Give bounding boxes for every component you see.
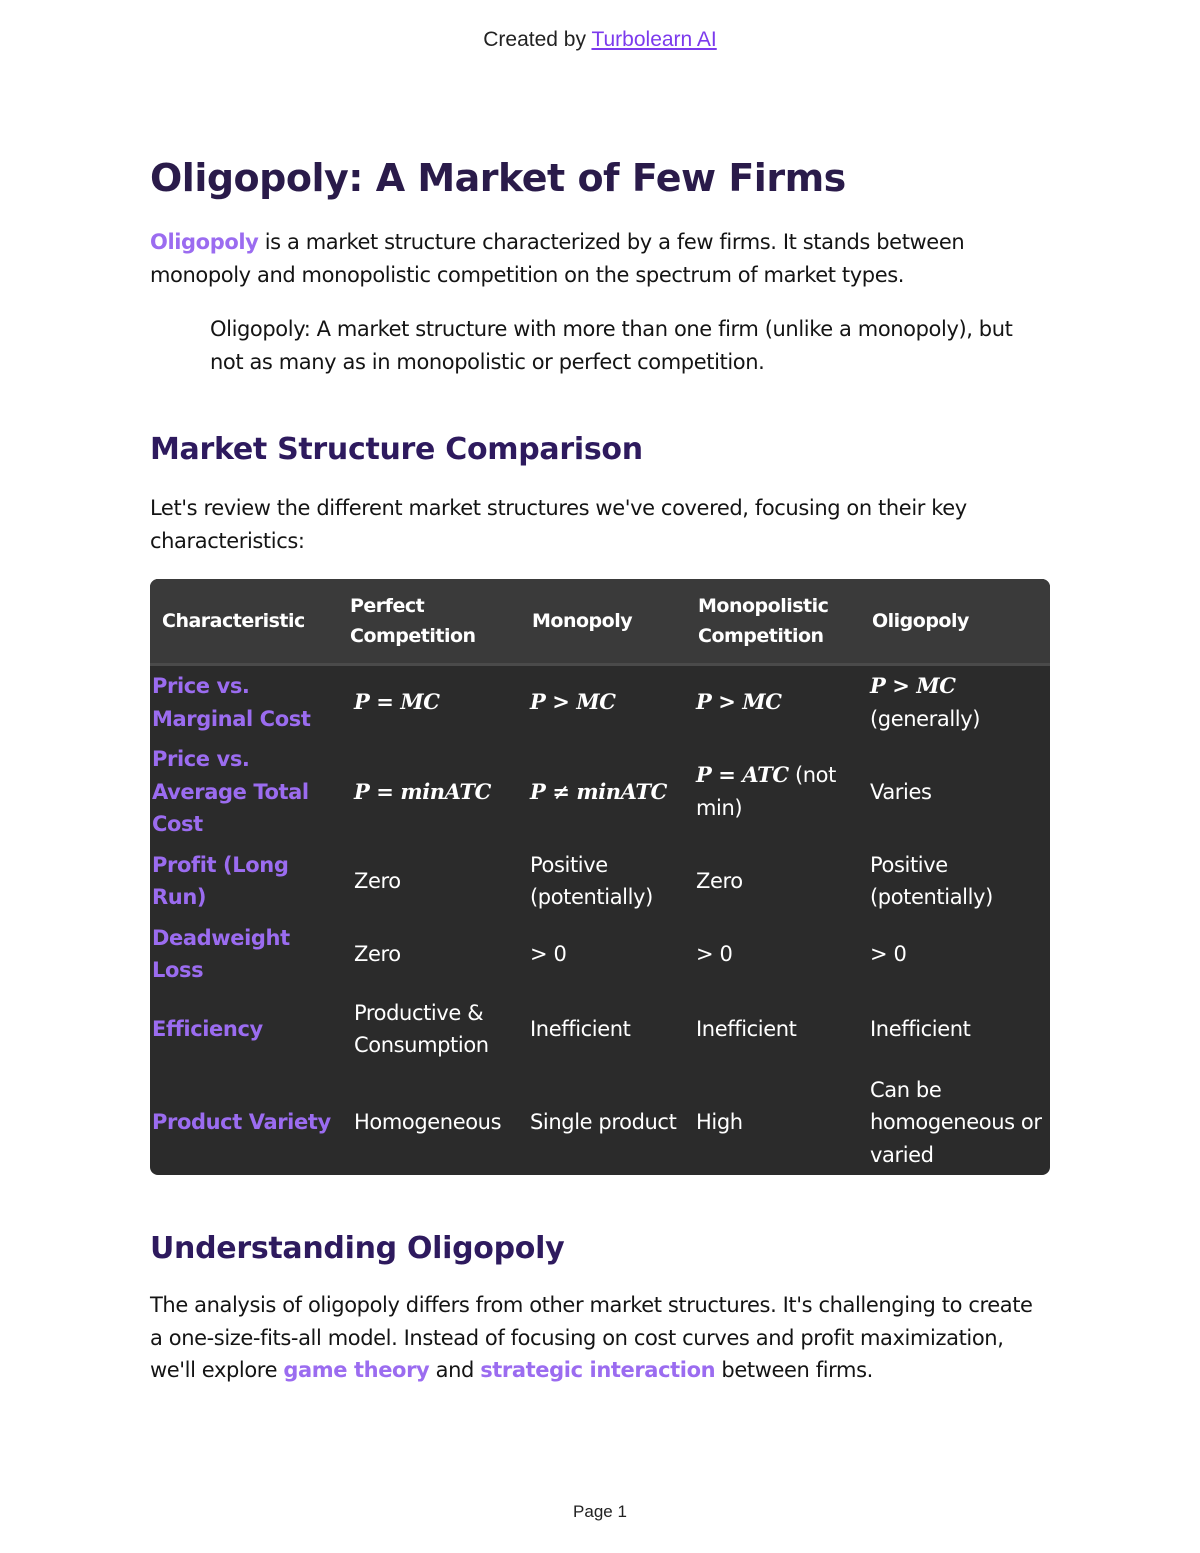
cell-text: Single product xyxy=(530,1110,677,1134)
row-label: Profit (Long Run) xyxy=(152,852,289,909)
math-expression: P ≠ minATC xyxy=(530,778,667,804)
table-cell xyxy=(338,665,520,740)
cell-text: (generally) xyxy=(870,706,981,731)
turbolearn-link[interactable]: Turbolearn AI xyxy=(591,28,717,51)
section-heading-understanding: Understanding Oligopoly xyxy=(150,1231,565,1266)
table-cell xyxy=(860,1068,1050,1176)
cell-text: (not min) xyxy=(696,763,836,820)
table-row xyxy=(150,665,1050,740)
cell-text: Homogeneous xyxy=(354,1110,502,1134)
table-cell xyxy=(860,739,1050,845)
term-strategic-interaction: strategic interaction xyxy=(480,1358,716,1382)
understanding-text-after: between firms. xyxy=(715,1358,873,1382)
row-label: Price vs. Average Total Cost xyxy=(152,747,309,836)
table-cell xyxy=(338,739,520,845)
table-cell xyxy=(338,845,520,918)
created-by-label: Created by xyxy=(483,28,586,51)
table-cell xyxy=(520,845,686,918)
table-cell xyxy=(686,739,860,845)
math-expression: P > MC xyxy=(530,689,616,715)
table-header-row xyxy=(150,579,1050,665)
section-heading-market: Market Structure Comparison xyxy=(150,432,643,467)
table-cell xyxy=(860,665,1050,740)
cell-text: Inefficient xyxy=(696,1016,797,1041)
math-expression: P = ATC xyxy=(696,762,789,788)
understanding-text-mid: and xyxy=(429,1358,481,1382)
page-footer xyxy=(0,1502,1200,1522)
row-label: Product Variety xyxy=(152,1110,331,1134)
document-content xyxy=(150,150,1050,1387)
page-header xyxy=(0,28,1200,52)
table-row xyxy=(150,845,1050,918)
table-cell xyxy=(338,991,520,1068)
table-header-cell: Perfect Competition xyxy=(350,595,476,647)
cell-text: > 0 xyxy=(530,941,567,966)
table-cell xyxy=(686,845,860,918)
table-row xyxy=(150,918,1050,991)
table-cell xyxy=(520,918,686,991)
table-cell xyxy=(520,991,686,1068)
cell-text: High xyxy=(696,1110,743,1134)
cell-text: Varies xyxy=(870,779,932,804)
row-label: Deadweight Loss xyxy=(152,925,290,982)
understanding-text-before: The analysis of oligopoly differs from other market structures. It's challenging to create a one-size-fits-all model. Instead of focusing on cost curves and profit maximization, we'll explore xyxy=(150,1293,1033,1382)
table-header-cell: Monopolistic Competition xyxy=(698,595,829,647)
page-title: Oligopoly: A Market of Few Firms xyxy=(150,156,846,200)
cell-text: > 0 xyxy=(870,941,907,966)
cell-text: Positive (potentially) xyxy=(530,852,653,909)
table-cell xyxy=(338,918,520,991)
intro-paragraph xyxy=(150,226,1050,291)
understanding-paragraph xyxy=(150,1289,1050,1387)
cell-text: Inefficient xyxy=(530,1016,631,1041)
intro-term: Oligopoly xyxy=(150,230,259,254)
math-expression: P = MC xyxy=(354,689,440,715)
cell-text: Positive (potentially) xyxy=(870,852,993,909)
table-header-cell: Oligopoly xyxy=(872,610,969,632)
comparison-table-container xyxy=(150,579,1050,1175)
table-cell xyxy=(686,991,860,1068)
comparison-table xyxy=(150,579,1050,1175)
cell-text: Zero xyxy=(354,868,401,893)
table-cell xyxy=(686,918,860,991)
cell-text: Productive & Consumption xyxy=(354,1000,489,1057)
cell-text: Can be homogeneous or varied xyxy=(870,1077,1042,1167)
table-cell xyxy=(860,991,1050,1068)
table-header-cell: Characteristic xyxy=(162,610,305,632)
table-cell xyxy=(686,665,860,740)
math-expression: P > MC xyxy=(696,689,782,715)
row-label: Price vs. Marginal Cost xyxy=(152,674,311,731)
math-expression: P = minATC xyxy=(354,778,491,804)
definition-quote: Oligopoly: A market structure with more than one firm (unlike a monopoly), but not as many as in monopolistic or perfect competition. xyxy=(210,317,1013,374)
table-cell xyxy=(520,665,686,740)
table-cell xyxy=(860,845,1050,918)
table-cell xyxy=(338,1068,520,1176)
intro-text: is a market structure characterized by a few firms. It stands between monopoly and monopolistic competition on the spectrum of market types. xyxy=(150,230,965,287)
cell-text: Inefficient xyxy=(870,1016,971,1041)
table-cell xyxy=(520,1068,686,1176)
row-label: Efficiency xyxy=(152,1016,263,1041)
market-intro-text: Let's review the different market structures we've covered, focusing on their key characteristics: xyxy=(150,496,967,553)
table-row xyxy=(150,739,1050,845)
table-cell xyxy=(520,739,686,845)
term-game-theory: game theory xyxy=(283,1358,430,1382)
table-header-cell: Monopoly xyxy=(532,610,633,632)
page-number: Page 1 xyxy=(573,1502,627,1521)
table-cell xyxy=(686,1068,860,1176)
table-cell xyxy=(860,918,1050,991)
math-expression: P > MC xyxy=(870,673,956,698)
cell-text: Zero xyxy=(354,941,401,966)
cell-text: Zero xyxy=(696,868,743,893)
table-row xyxy=(150,1068,1050,1176)
table-row xyxy=(150,991,1050,1068)
cell-text: > 0 xyxy=(696,941,733,966)
